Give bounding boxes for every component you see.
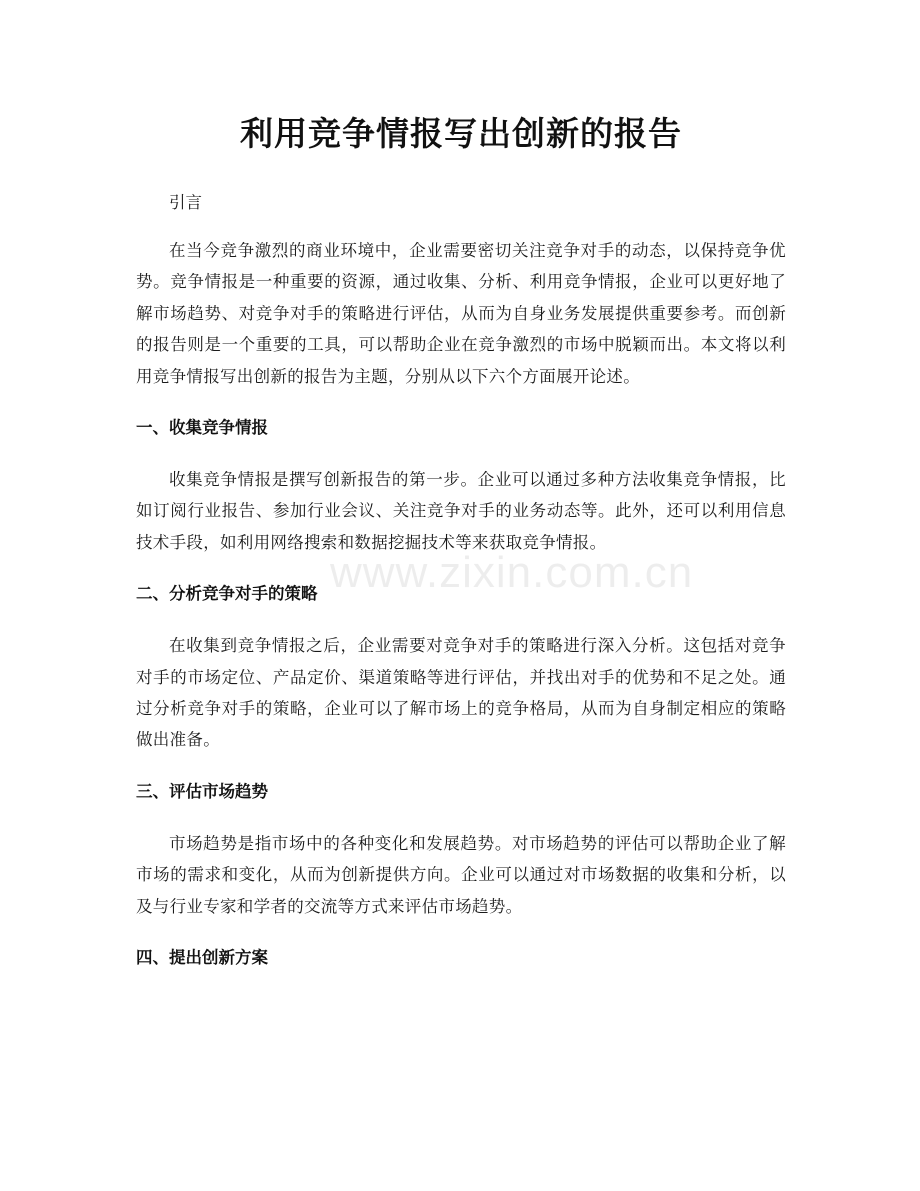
section-heading-4: 四、提出创新方案 <box>136 948 268 968</box>
section-heading-3: 三、评估市场趋势 <box>136 781 268 801</box>
section-paragraph-2: 在收集到竞争情报之后，企业需要对竞争对手的策略进行深入分析。这包括对竞争对手的市场定位、产品定价、渠道策略等进行评估，并找出对手的优势和不足之处。通过分析竞争对手的策略，企业可以了解市场上的竞争格局，从而为自身制定相应的策略做出准备。 <box>136 636 786 750</box>
section-heading-1: 一、收集竞争情报 <box>136 418 268 438</box>
section-paragraph-3: 市场趋势是指市场中的各种变化和发展趋势。对市场趋势的评估可以帮助企业了解市场的需求和变化，从而为创新提供方向。企业可以通过对市场数据的收集和分析，以及与行业专家和学者的交流等方式来评估市场趋势。 <box>136 833 786 916</box>
intro-label: 引言 <box>169 193 202 212</box>
document-title: 利用竞争情报写出创新的报告 <box>240 114 682 153</box>
section-paragraph-1: 收集竞争情报是撰写创新报告的第一步。企业可以通过多种方法收集竞争情报，比如订阅行业报告、参加行业会议、关注竞争对手的业务动态等。此外，还可以利用信息技术手段，如利用网络搜索和数据挖掘技术等来获取竞争情报。 <box>136 470 786 552</box>
section-heading-2: 二、分析竞争对手的策略 <box>136 584 318 604</box>
document-page <box>136 0 786 972</box>
watermark: www.zixin.com.cn <box>330 548 694 597</box>
intro-paragraph: 在当今竞争激烈的商业环境中，企业需要密切关注竞争对手的动态，以保持竞争优势。竞争情报是一种重要的资源，通过收集、分析、利用竞争情报，企业可以更好地了解市场趋势、对竞争对手的策略进行评估，从而为自身业务发展提供重要参考。而创新的报告则是一个重要的工具，可以帮助企业在竞争激烈的市场中脱颖而出。本文将以利用竞争情报写出创新的报告为主题，分别从以下六个方面展开论述。 <box>136 241 786 386</box>
